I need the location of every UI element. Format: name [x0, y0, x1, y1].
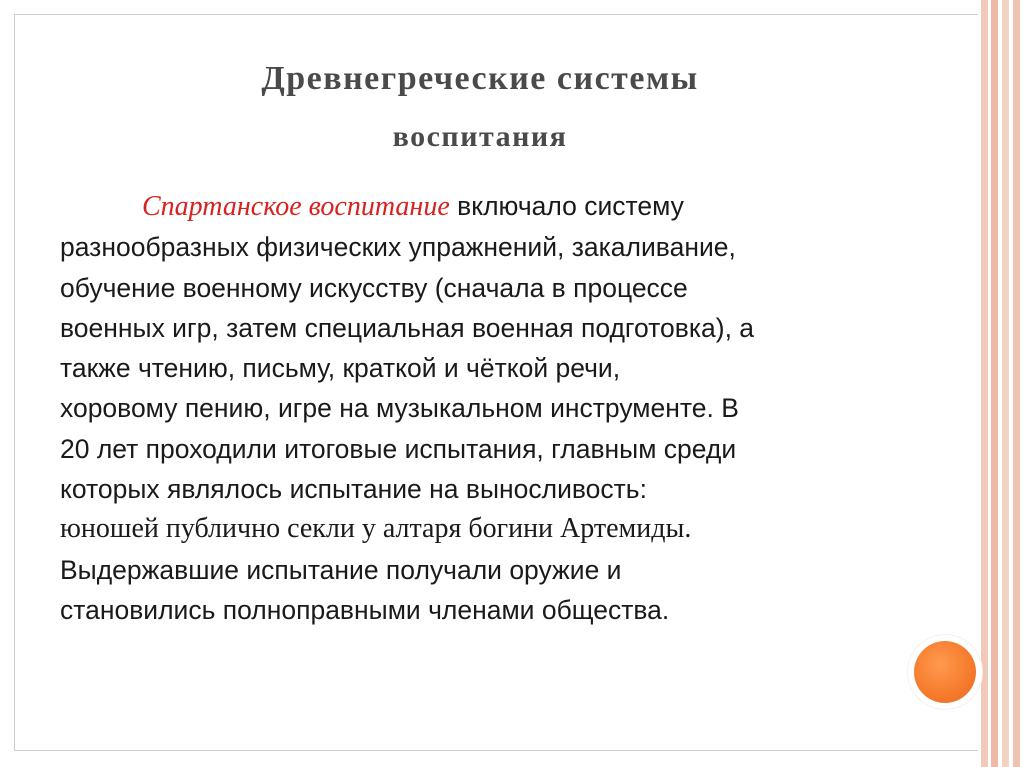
paragraph-line: 20 лет проходили итоговые испытания, главным среди: [60, 433, 737, 464]
paragraph-line: обучение военному искусству (сначала в процессе: [60, 272, 688, 303]
paragraph-line-1-rest: включало систему: [449, 191, 684, 221]
highlighted-term: Спартанское воспитание: [142, 191, 450, 222]
title-line-2: воспитания: [392, 120, 568, 153]
paragraph-line: [60, 186, 870, 227]
paragraph-line: становились полноправными членами общества.: [60, 594, 670, 625]
paragraph-line: юношей публично секли у алтаря богини Артемиды.: [60, 513, 692, 545]
paragraph-line: хоровому пению, игре на музыкальном инструменте. В: [60, 393, 739, 424]
paragraph-line: разнообразных физических упражнений, закаливание,: [60, 232, 736, 263]
title-line-1: Древнегреческие системы: [261, 60, 699, 97]
slide-title: [120, 50, 840, 166]
paragraph-line: Выдержавшие испытание получали оружие и: [60, 554, 622, 585]
body-paragraph: [60, 186, 870, 630]
paragraph-line: также чтению, письму, краткой и чёткой речи,: [60, 353, 621, 384]
paragraph-line: военных игр, затем специальная военная подготовка), а: [60, 312, 755, 343]
decorative-circle: [914, 641, 976, 703]
paragraph-line: которых являлось испытание на выносливость:: [60, 474, 647, 505]
decorative-stripes: [978, 0, 1024, 767]
